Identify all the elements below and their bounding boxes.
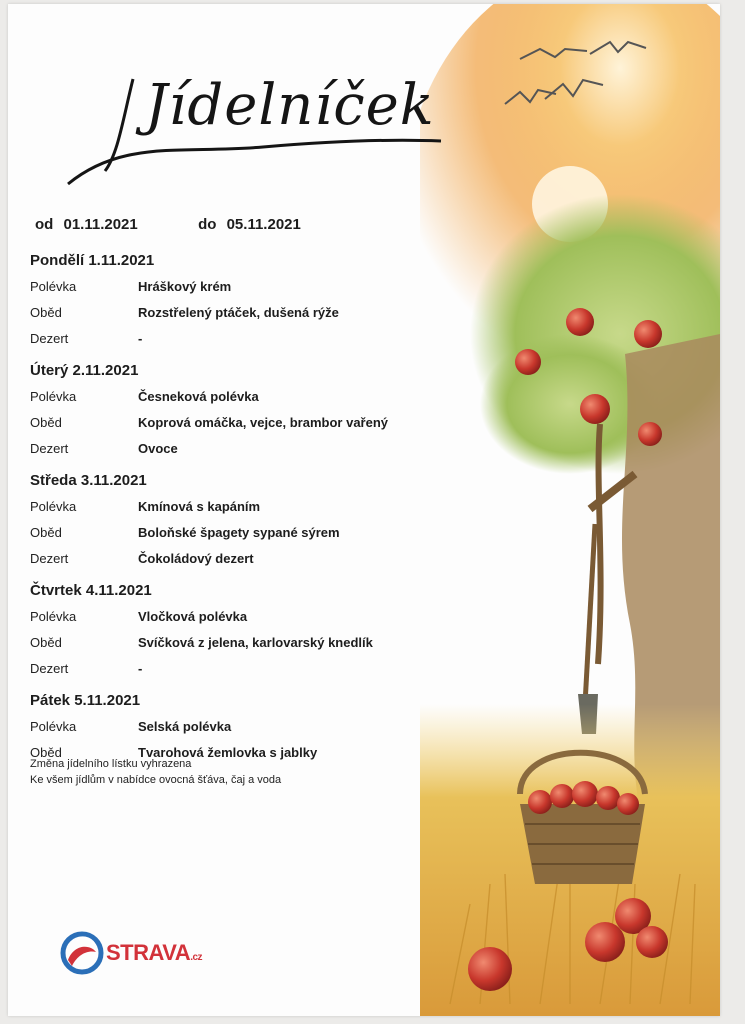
strava-logo[interactable] [60,930,203,980]
to-label: do [198,216,217,233]
menu-row [30,714,460,740]
course-label: Dezert [30,441,69,456]
menu-row [30,656,460,682]
menu-title [63,59,463,189]
course-label: Oběd [30,305,62,320]
course-label: Dezert [30,551,69,566]
dish-name: Tvarohová žemlovka s jablky [138,745,318,760]
day-heading: Středa 3.11.2021 [30,472,147,489]
dish-name: Vločková polévka [138,609,248,624]
dish-name: Hráškový krém [138,279,232,294]
course-label: Dezert [30,331,69,346]
dish-name: Kmínová s kapáním [138,499,261,514]
dish-name: Ovoce [138,441,178,456]
course-label: Polévka [30,389,77,404]
menu-row [30,630,460,656]
dish-name: Svíčková z jelena, karlovarský knedlík [138,635,373,650]
day-heading: Čtvrtek 4.11.2021 [30,582,152,599]
day-tuesday [30,358,460,462]
dish-name: Boloňské špagety sypané sýrem [138,525,340,540]
menu-row [30,300,460,326]
course-label: Oběd [30,525,62,540]
dish-name: Čokoládový dezert [138,551,254,566]
day-wednesday [30,468,460,572]
from-label: od [35,216,54,233]
menu-row [30,410,460,436]
course-label: Dezert [30,661,69,676]
course-label: Oběd [30,415,62,430]
menu-row [30,546,460,572]
strava-logo-icon [60,930,104,976]
menu-row [30,384,460,410]
to-date: 05.11.2021 [226,216,301,233]
day-friday [30,688,460,766]
dish-name: - [138,331,143,346]
logo-wordmark: STRAVA.cz [106,940,203,965]
weekly-menu [30,248,460,772]
course-label: Polévka [30,499,77,514]
dish-name: Koprová omáčka, vejce, brambor vařený [138,415,389,430]
dish-name: Rozstřelený ptáček, dušená rýže [138,305,339,320]
course-label: Polévka [30,719,77,734]
note-line: Ke všem jídlům v nabídce ovocná šťáva, čaj a voda [30,774,282,786]
dish-name: - [138,661,143,676]
menu-sheet [8,4,720,1016]
course-label: Polévka [30,609,77,624]
menu-row [30,494,460,520]
day-monday [30,248,460,352]
menu-notes [30,756,281,788]
menu-row [30,274,460,300]
date-range [35,216,307,233]
course-label: Oběd [30,635,62,650]
day-heading: Pondělí 1.11.2021 [30,252,155,269]
course-label: Oběd [30,745,62,760]
day-heading: Úterý 2.11.2021 [30,362,139,379]
from-date: 01.11.2021 [63,216,138,233]
menu-row [30,520,460,546]
course-label: Polévka [30,279,77,294]
dish-name: Česneková polévka [138,389,259,404]
day-thursday [30,578,460,682]
apple-tree-illustration [420,4,720,1016]
menu-row [30,326,460,352]
menu-row [30,436,460,462]
dish-name: Selská polévka [138,719,232,734]
note-line: Změna jídelního lístku vyhrazena [30,758,192,770]
day-heading: Pátek 5.11.2021 [30,692,141,709]
menu-row [30,604,460,630]
page-title: Jídelníček [145,73,435,138]
